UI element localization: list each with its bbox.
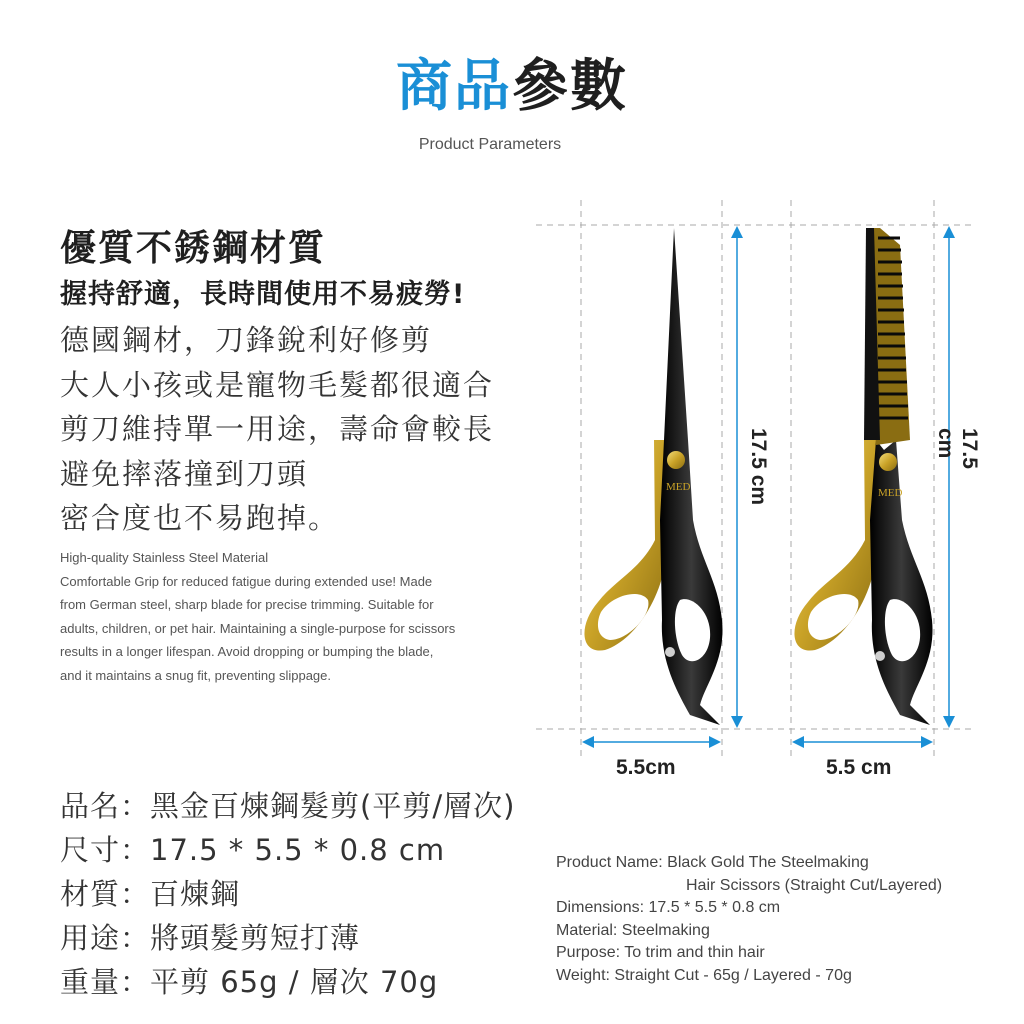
feature-line: 大人小孩或是寵物毛髮都很適合 [60, 367, 495, 402]
spec-en-purpose: Purpose: To trim and thin hair [556, 944, 765, 961]
spec-purpose: 用途：將頭髮剪短打薄 [60, 921, 361, 955]
spec-en-name-continued: Hair Scissors (Straight Cut/Layered) [686, 876, 943, 894]
spec-size: 尺寸：17.5 * 5.5 * 0.8 cm [60, 833, 446, 867]
english-line: results in a longer lifespan. Avoid dropping or bumping the blade, [60, 644, 434, 659]
spec-list [60, 784, 515, 1004]
english-line: adults, children, or pet hair. Maintaining a single-purpose for scissors [60, 620, 456, 636]
spec-en-dimensions: Dimensions: 17.5 * 5.5 * 0.8 cm [556, 899, 781, 916]
english-line: from German steel, sharp blade for precise trimming. Suitable for [60, 597, 434, 612]
feature-line: 避免摔落撞到刀頭 [60, 456, 309, 491]
right-width-label: 5.5 cm [826, 756, 892, 779]
left-height-label: 17.5 cm [747, 428, 770, 506]
left-width-label: 5.5cm [616, 756, 676, 779]
pivot-screw-icon [667, 451, 685, 469]
pivot-screw-icon [879, 453, 897, 471]
feature-line: 密合度也不易跑掉。 [60, 501, 340, 535]
spec-name: 品名：黑金百煉鋼髮剪(平剪/層次) [60, 789, 516, 823]
feature-line: 德國鋼材，刀鋒銳利好修剪 [60, 323, 433, 357]
spec-en-name: Product Name: Black Gold The Steelmaking [556, 854, 869, 871]
brand-mark: MED [666, 481, 691, 493]
straight-cut-scissors-image [584, 228, 722, 725]
feature-line: 剪刀維持單一用途，壽命會較長 [60, 412, 495, 446]
english-line: Comfortable Grip for reduced fatigue during extended use! Made [60, 573, 433, 589]
spec-list-english [556, 852, 942, 987]
brand-mark: MED [878, 487, 903, 499]
page-title-rest: 參數 [512, 54, 628, 119]
spec-material: 材質：百煉鋼 [60, 877, 241, 911]
page-title-highlight: 商品 [396, 54, 512, 119]
right-height-label: 17.5 cm [934, 428, 981, 469]
layered-scissors-image [794, 228, 932, 725]
english-line: High-quality Stainless Steel Material [60, 550, 269, 565]
spec-en-material: Material: Steelmaking [556, 921, 710, 939]
page-subtitle: Product Parameters [418, 136, 562, 153]
feature-heading: 優質不銹鋼材質 [60, 228, 327, 269]
feature-subheading: 握持舒適，長時間使用不易疲勞! [60, 279, 466, 310]
spec-weight: 重量：平剪 65g / 層次 70g [60, 965, 439, 999]
english-line: and it maintains a snug fit, preventing slippage. [60, 667, 332, 683]
spec-en-weight: Weight: Straight Cut - 65g / Layered - 70g [556, 966, 852, 984]
